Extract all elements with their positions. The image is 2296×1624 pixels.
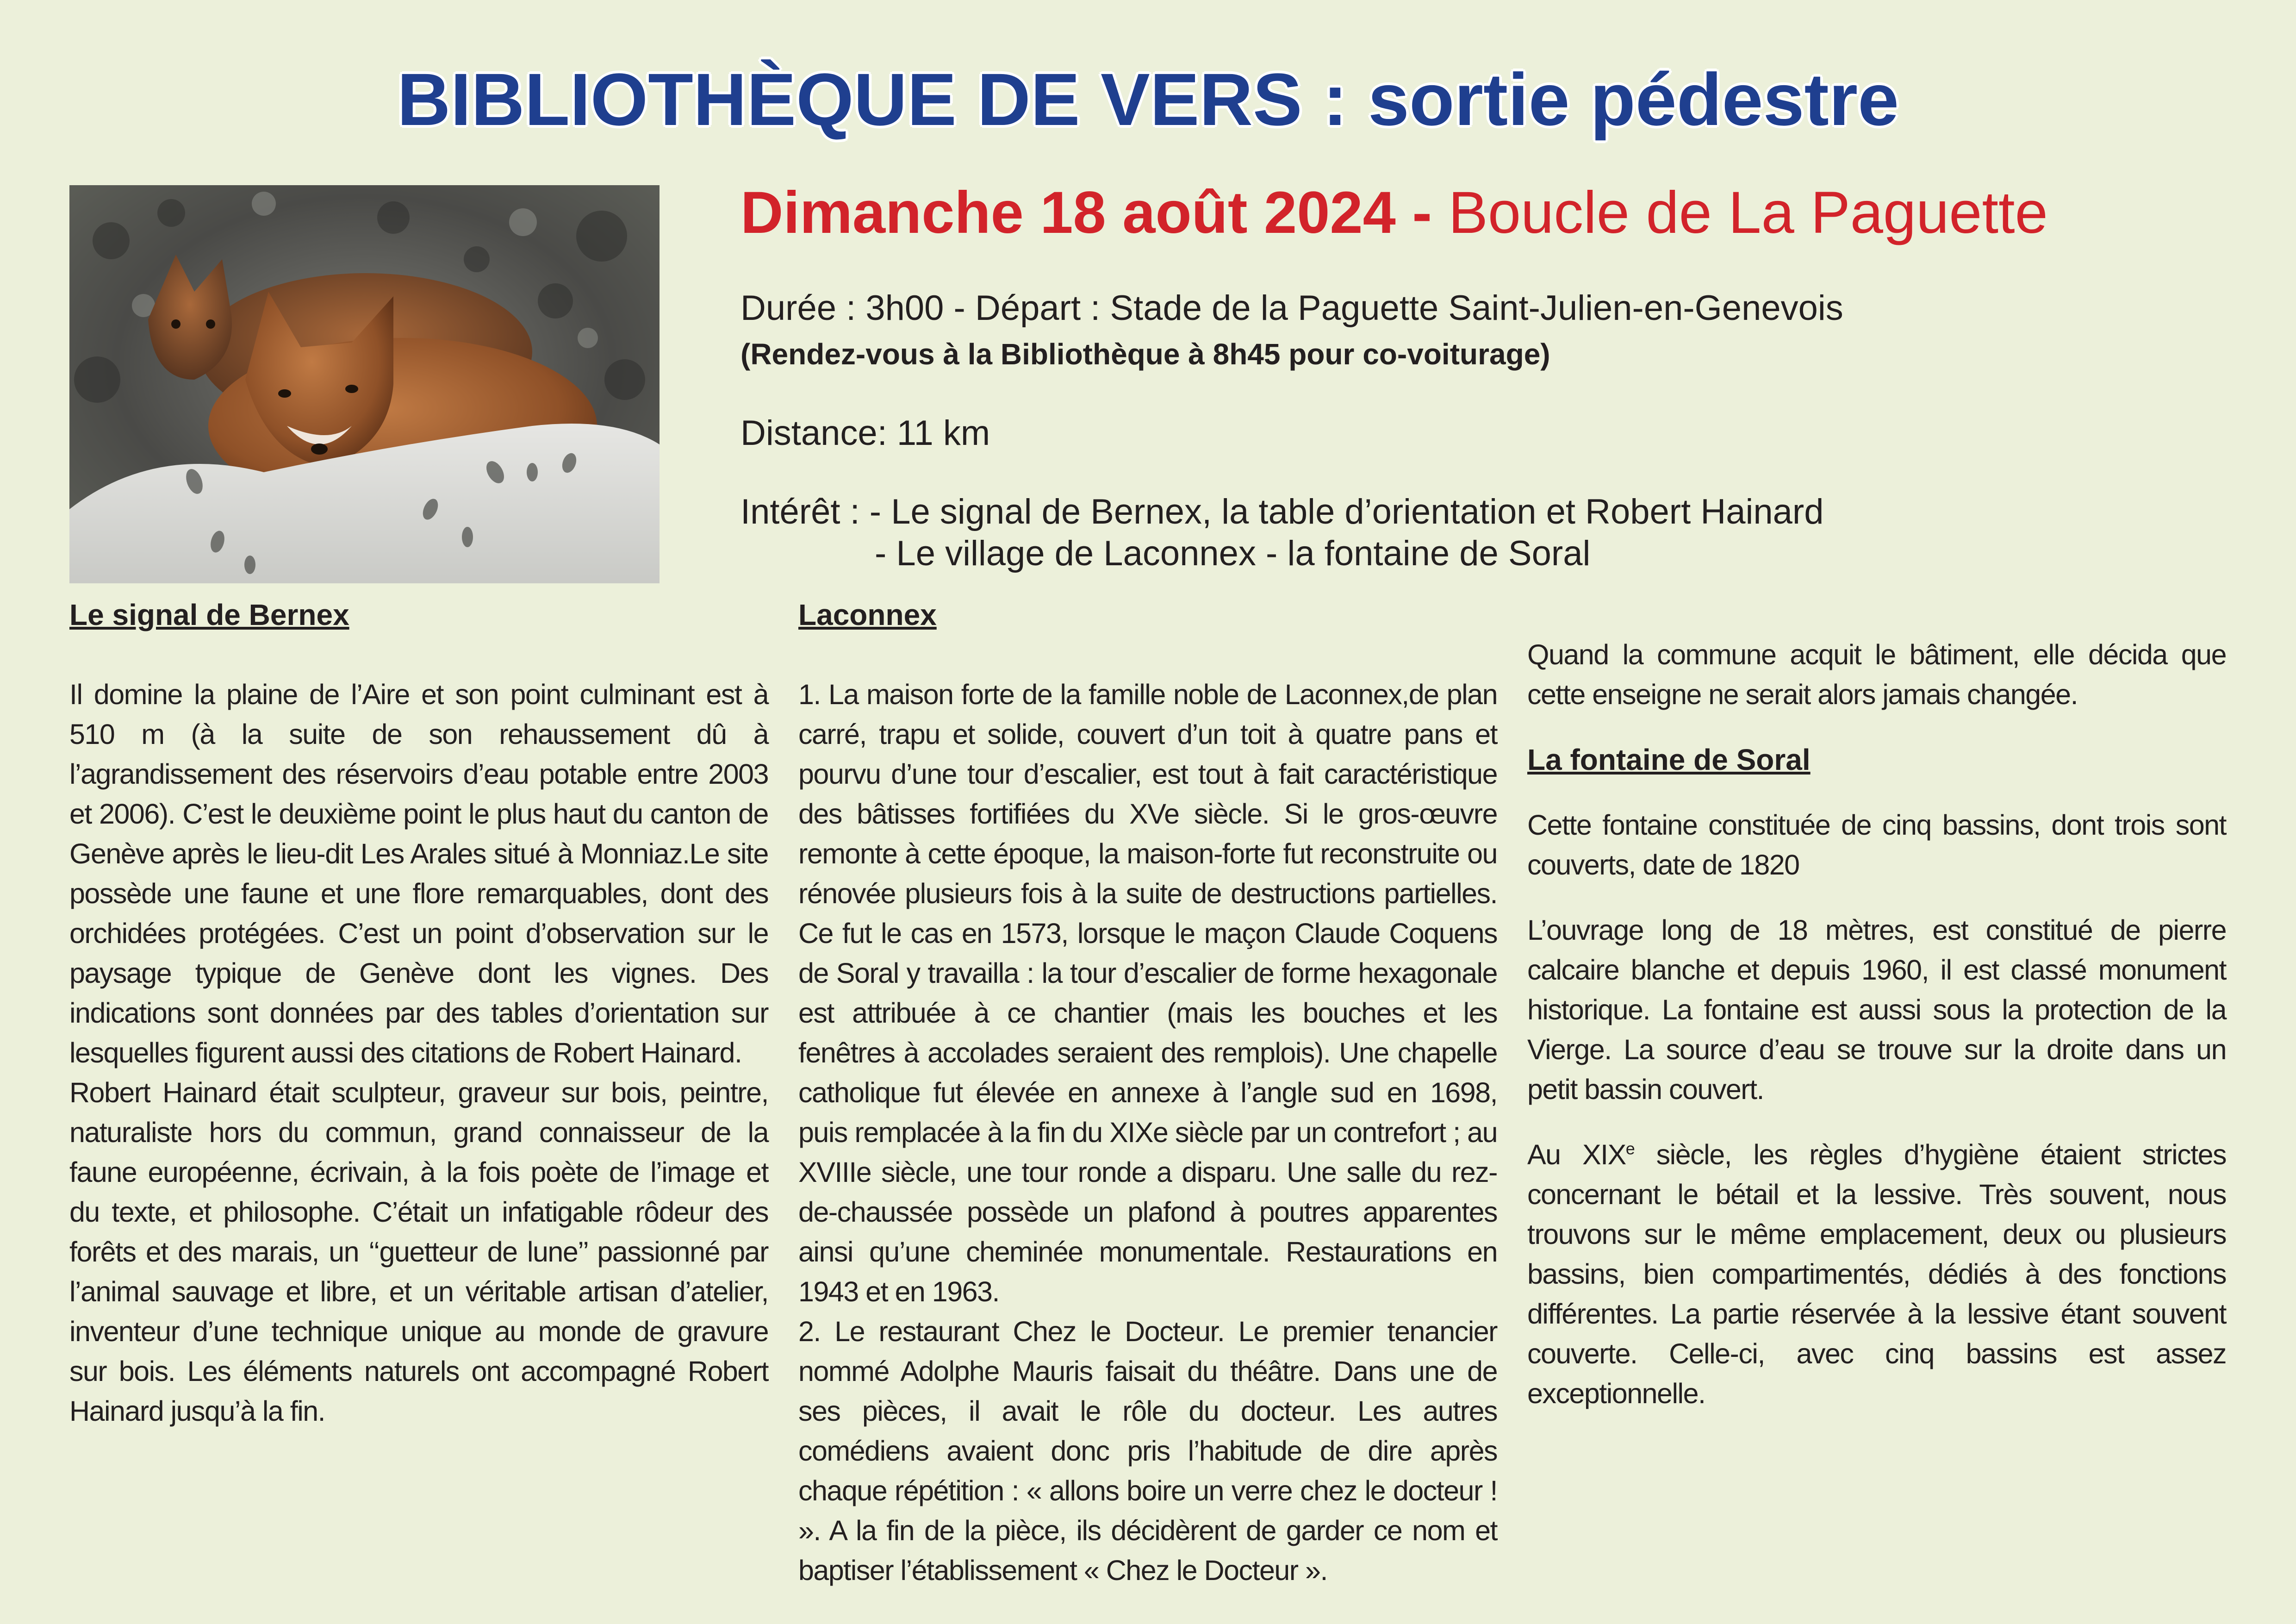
column-soral bbox=[1527, 595, 2226, 1413]
laconnex-paragraph-2: 2. Le restaurant Chez le Docteur. Le premier tenancier nommé Adolphe Mauris faisait du théâtre. Dans une de ses pièces, il avait le rôle du docteur. Les autres comédiens avaient donc pris l’habitude de dire après chaque répétition : « allons boire un verre chez le docteur ! ». A la fin de la pièce, ils décidèrent de garder ce nom et baptiser l’établissement « Chez le Docteur ». bbox=[798, 1316, 1497, 1586]
rendezvous-text: (Rendez-vous à la Bibliothèque à 8h45 pour co-voiturage) bbox=[740, 337, 1550, 371]
interest-line-2: - Le village de Laconnex - la fontaine de Soral bbox=[875, 534, 1591, 573]
laconnex-paragraph-1: 1. La maison forte de la famille noble de Laconnex,de plan carré, trapu et solide, couvert d’un toit à quatre pans et pourvu d’une tour d’escalier, est tout à fait caractéristique des bâtisses fortifiées du XVe siècle. Si le gros-œuvre remonte à cette époque, la maison-forte fut reconstruite ou rénovée plusieurs fois à la suite de destructions partielles. Ce fut le cas en 1573, lorsque le maçon Claude Coquens de Soral y travailla : la tour d’escalier de forme hexagonale est attribuée à ce chantier (mais les bouches et les fenêtres à accolades seraient des remplois). Une chapelle catholique fut élevée en annexe à l’angle sud en 1698, puis remplacée à la fin du XIXe siècle par un contrefort ; au XVIIIe siècle, une tour ronde a disparu. Une salle du rez-de-chaussée possède un plafond à poutres apparentes ainsi qu’une cheminée monumentale. Restaurations en 1943 et en 1963. bbox=[798, 679, 1497, 1307]
bernex-paragraph-2: Robert Hainard était sculpteur, graveur sur bois, peintre, naturaliste hors du commun, grand connaisseur de la faune européenne, écrivain, à la fois poète de l’image et du texte, et philosophe. C’était un infatigable rôdeur des forêts et des marais, un ‘‘guetteur de lune’’ passionné par l’animal sauvage et libre, et un véritable artisan d’atelier, inventeur d’une technique unique au monde de gravure sur bois. Les éléments naturels ont accompagné Robert Hainard jusqu’à la fin. bbox=[69, 1077, 768, 1427]
soral-paragraph-3-rest: siècle, les règles d’hygiène étaient strictes concernant le bétail et la lessive. Très souvent, nous trouvons sur le même emplacement, deux ou plusieurs bassins, bien compartimentés, dédiés à des fonctions différentes. La partie réservée à la lessive étant souvent couverte. Celle-ci, avec cinq bassins est assez exceptionnelle. bbox=[1527, 1139, 2226, 1409]
page-title: BIBLIOTHÈQUE DE VERS : sortie pédestre bbox=[397, 58, 1899, 141]
event-title bbox=[740, 176, 2245, 250]
soral-paragraph-2: L’ouvrage long de 18 mètres, est constitué de pierre calcaire blanche et depuis 1960, il est classé monument historique. La fontaine est aussi sous la protection de la Vierge. La source d’eau se trouve sur la droite dans un petit bassin couvert. bbox=[1527, 914, 2226, 1105]
duration-text: Durée : 3h00 - Départ : Stade de la Paguette Saint-Julien-en-Genevois bbox=[740, 288, 1843, 328]
section-heading-soral: La fontaine de Soral bbox=[1527, 743, 1811, 776]
soral-paragraph-3-sup: e bbox=[1625, 1139, 1635, 1158]
soral-paragraph-3-prefix: Au XIX bbox=[1527, 1139, 1626, 1170]
distance-text: Distance: 11 km bbox=[740, 413, 990, 453]
event-header bbox=[740, 176, 2245, 573]
soral-paragraph-1: Cette fontaine constituée de cinq bassins, dont trois sont couverts, date de 1820 bbox=[1527, 809, 2226, 881]
section-heading-laconnex: Laconnex bbox=[798, 598, 937, 631]
event-date: Dimanche 18 août 2024 bbox=[740, 180, 1396, 246]
column-bernex bbox=[69, 595, 768, 1431]
soral-intro: Quand la commune acquit le bâtiment, elle décida que cette enseigne ne serait alors jamais changée. bbox=[1527, 639, 2226, 710]
event-name: Boucle de La Paguette bbox=[1448, 180, 2048, 246]
soral-paragraph-3 bbox=[1527, 1135, 2226, 1413]
event-separator: - bbox=[1395, 180, 1449, 246]
interest-line-1: Intérêt : - Le signal de Bernex, la table d’orientation et Robert Hainard bbox=[740, 492, 1824, 531]
bernex-paragraph-1: Il domine la plaine de l’Aire et son point culminant est à 510 m (à la suite de son rehaussement dû à l’agrandissement des réservoirs d’eau potable entre 2003 et 2006). C’est le deuxième point le plus haut du canton de Genève après le lieu-dit Les Arales situé à Monniaz.Le site possède une faune et une flore remarquables, dont des orchidées protégées. C’est un point d’observation sur le paysage typique de Genève dont les vignes. Des indications sont données par des tables d’orientation sur lesquelles figurent aussi des citations de Robert Hainard. bbox=[69, 679, 768, 1068]
fox-icon bbox=[69, 185, 660, 583]
column-laconnex bbox=[798, 595, 1497, 1590]
section-heading-bernex: Le signal de Bernex bbox=[69, 598, 349, 631]
fox-illustration bbox=[69, 185, 660, 583]
